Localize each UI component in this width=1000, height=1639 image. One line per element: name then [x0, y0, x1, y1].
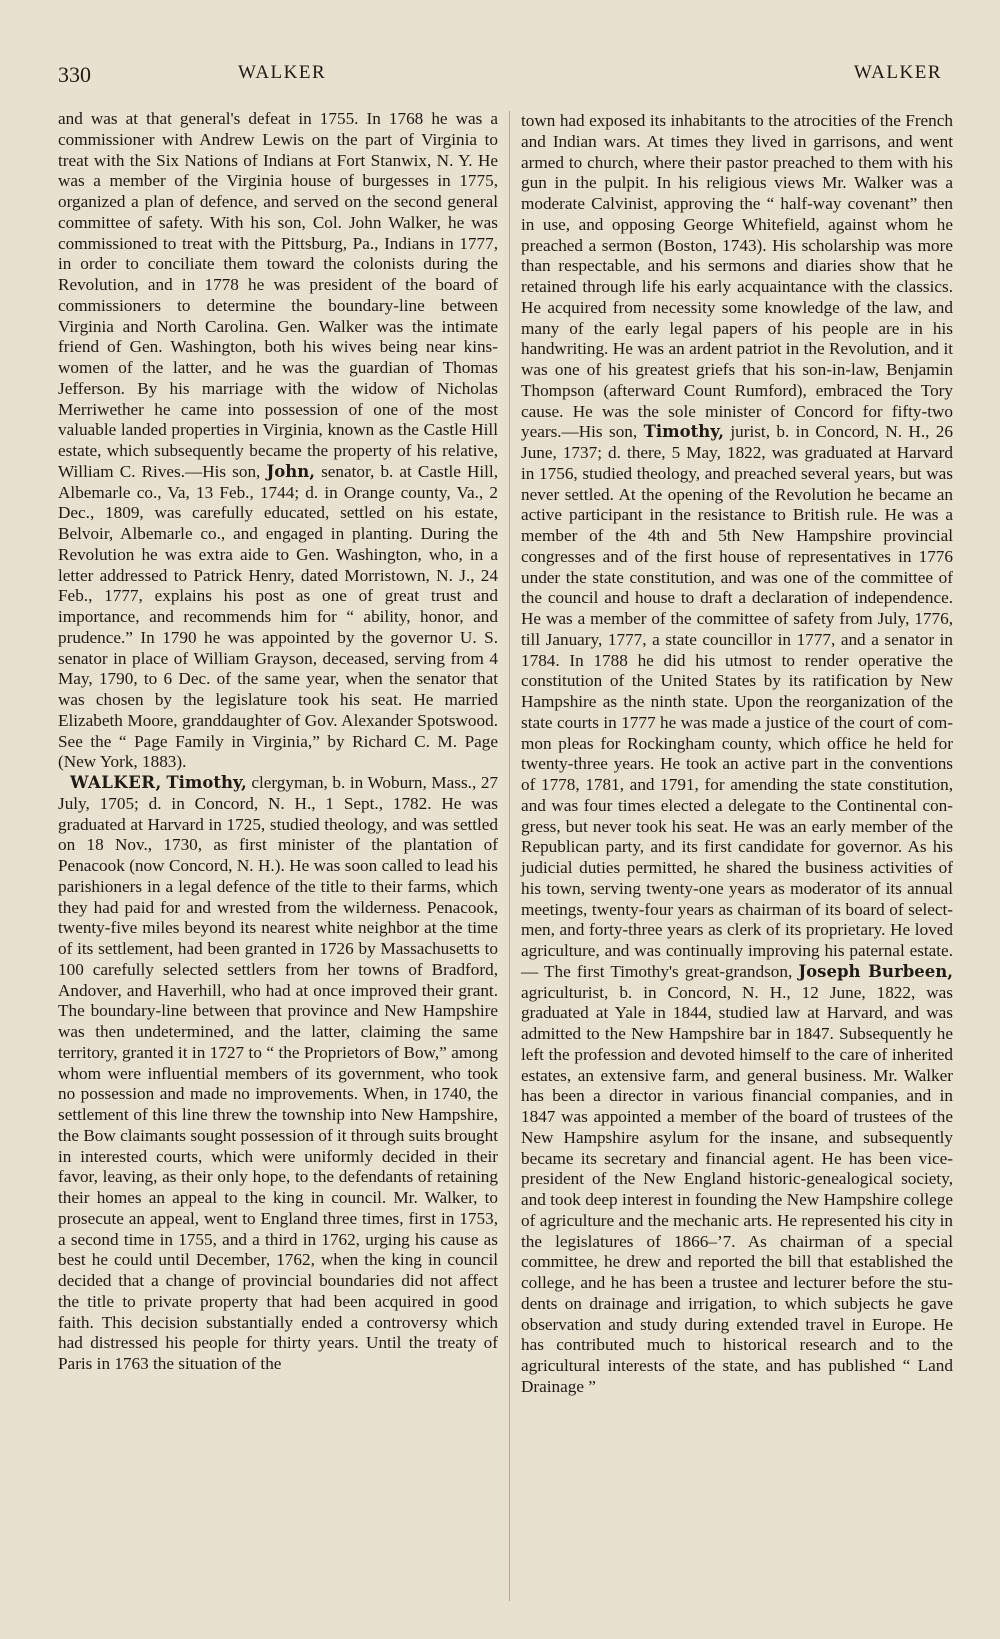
text-run: agriculturist, b. in Concord, N. H., 12 June, 1822, was graduated at Yale in 1844, studied law at Harvard, and was admitted to the New Hampshire bar in 1847. Subsequently he left the profession and devoted himself to the care of inherited estates, an extensive farm, and general business. Mr. Walker has been a director in various financial companies, and in 1847 was appointed a member of the board of trustees of the New Hampshire asylum for the insane, and subsequently became its secretary and financial agent. He has been vice-president of the New England historic-genealogical society, and took deep interest in founding the New Hampshire college of agriculture and the mechanic arts. He represented his city in the legislatures of 1866–’7. As chairman of a special committee, he drew and reported the bill that established the college, and he has been a trustee and lecturer before the students on drainage and irrigation, to which subjects he gave observation and study during extended travel in Europe. He has contributed much to historical research and to the agricultural interests of the state, and has published “ Land Drainage ” — [521, 982, 953, 1396]
entry-headword-given: Timothy, — [166, 773, 247, 792]
text-run: town had exposed its inhabitants to the atrocities of the French and Indian wars. At times they lived in garrisons, and went armed to church, where their pastor preached to them with his gun in the pulpit. In his religious views Mr. Walker was a moderate Calvinist, approving the “ half-way covenant” then in use, and opposing George Whitefield, against whom he preached a sermon (Boston, 1743). His scholarship was more than respectable, and his sermons and diaries show that he retained through life his early acquaintance with the classics. He acquired from necessity some knowledge of the law, and many of the early legal papers of his people are in his handwriting. He was an ardent patriot in the Revolution, and it was one of his greatest griefs that his son-in-law, Benjamin Thompson (afterward Count Rumford), embraced the Tory cause. He was the sole minister of Concord for fifty-two years.—His son, — [521, 111, 953, 442]
right-paragraph — [521, 111, 953, 1398]
entry-name-john: John, — [266, 461, 316, 481]
entry-name-timothy: Timothy, — [643, 422, 724, 442]
text-run: jurist, b. in Concord, N. H., 26 June, 1737; d. there, 5 May, 1822, was graduated at Harvard in 1756, studied theology, and preached several years, but was never settled. At the opening of the Revolution he became an active participant in the resistance to British rule. He was a member of the 4th and 5th New Hampshire provincial congresses and of the first house of representatives in 1776 under the state constitution, and was one of the committee of the council and house to draft a declaration of independence. He was a member of the committee of safety from July, 1776, till January, 1777, a state councillor in 1777, and a senator in 1784. In 1788 he did his utmost to render operative the constitution of the United States by its ratification by New Hampshire as the ninth state. Upon the reorganization of the state courts in 1777 he was made a justice of the court of common pleas for Rockingham county, which office he held for twenty-three years. He took an active part in the conventions of 1778, 1781, and 1791, for amending the state constitution, and was four times elected a delegate to the Continental congress, but never took his seat. He was an early member of the Republican party, and its first candidate for governor. As his judicial duties permitted, he shared the business activities of his town, serving twenty-one years as moderator of its annual meetings, twenty-four years as chairman of its board of select-men, and forty-three years as clerk of its proprietary. He loved agriculture, and was continually improving his paternal estate.— The first Timothy's great-grandson, — [521, 422, 953, 981]
entry-headword-surname: WALKER, — [70, 773, 162, 792]
text-run: clergyman, b. in Woburn, Mass., 27 July, 1705; d. in Concord, N. H., 1 Sept., 1782. He was graduated at Harvard in 1725, studied theology, and was settled on 18 Nov., 1730, as first minister of the plantation of Penacook (now Concord, N. H.). He was soon called to lead his parishioners in a legal defence of the title to their farms, which they had paid for and wrested from the wilderness. Penacook, twenty-five miles beyond its nearest white neighbor at the time of its settlement, had been granted in 1726 by Massachusetts to 100 carefully selected settlers from her towns of Bradford, Andover, and Haverhill, who had at once improved their grant. The boundary-line between that province and New Hampshire was then undetermined, and the latter, claiming the same territory, granted it in 1727 to “ the Proprietors of Bow,” among whom were influential members of its government, who took no possession and made no improvements. When, in 1740, the settlement of this line threw the township into New Hampshire, the Bow claimants sought possession of it through suits brought in interested courts, which were uniformly decided in their favor, leaving, as their only hope, to the defendants of retaining their homes an appeal to the king in council. Mr. Walker, to prosecute an appeal, went to England three times, first in 1753, a second time in 1755, and a third in 1762, urging his cause as best he could until December, 1762, when the king in council decided that a change of provincial boundaries did not affect the title to private property that had been acquired in good faith. This decision substantially ended a controversy which had distressed his people for thirty years. Until the treaty of Paris in 1763 the situation of the — [58, 773, 499, 1373]
left-column — [58, 109, 498, 1375]
page-header — [58, 62, 942, 92]
right-column — [521, 111, 953, 1398]
text-run: and was at that general's defeat in 1755. In 1768 he was a commissioner with Andrew Lewis on the part of Virginia to treat with the Six Nations of Indians at Fort Stanwix, N. Y. He was a member of the Virginia house of burgesses in 1775, organized a plan of defence, and served on the second general committee of safety. With his son, Col. John Walker, he was commissioned to treat with the Pittsburg, Pa., Indians in 1777, in order to conciliate them toward the colonists during the Revolution, and in 1778 he was president of the board of commissioners to determine the boundary-line between Virginia and North Carolina. Gen. Walker was the intimate friend of Gen. Washington, both his wives being near kinswomen of the latter, and he was the guardian of Thomas Jefferson. By his marriage with the widow of Nicholas Merriwether he came into possession of one of the most valuable landed properties in Virginia, known as the Castle Hill estate, which subsequently became the property of his relative, William C. Rives.—His son, — [58, 109, 498, 481]
entry-name-joseph-burbeen: Joseph Burbeen, — [798, 961, 953, 981]
column-divider — [509, 111, 510, 1601]
running-head-left: WALKER — [238, 62, 327, 83]
left-paragraph-continued — [58, 109, 498, 773]
page-number: 330 — [58, 62, 91, 87]
entry-walker-timothy — [58, 773, 498, 1375]
text-run: senator, b. at Castle Hill, Albemarle co., Va, 13 Feb., 1744; d. in Orange county, Va., 2 Dec., 1809, was carefully educated, settled on his estate, Belvoir, Albemarle co., and engaged in planting. During the Revolution he was extra aide to Gen. Washington, who, in a letter addressed to Patrick Henry, dated Morristown, N. J., 24 Feb., 1777, explains his post as one of great trust and importance, and recommends him for “ ability, honor, and prudence.” In 1790 he was appointed by the governor U. S. senator in place of William Grayson, deceased, serving from 4 May, 1790, to 6 Dec. of the same year, when the senator that was chosen by the legislature took his seat. He married Elizabeth Moore, granddaughter of Gov. Alexander Spotswood. See the “ Page Family in Virginia,” by Richard C. M. Page (New York, 1883). — [58, 461, 499, 772]
running-head-right: WALKER — [853, 62, 942, 83]
